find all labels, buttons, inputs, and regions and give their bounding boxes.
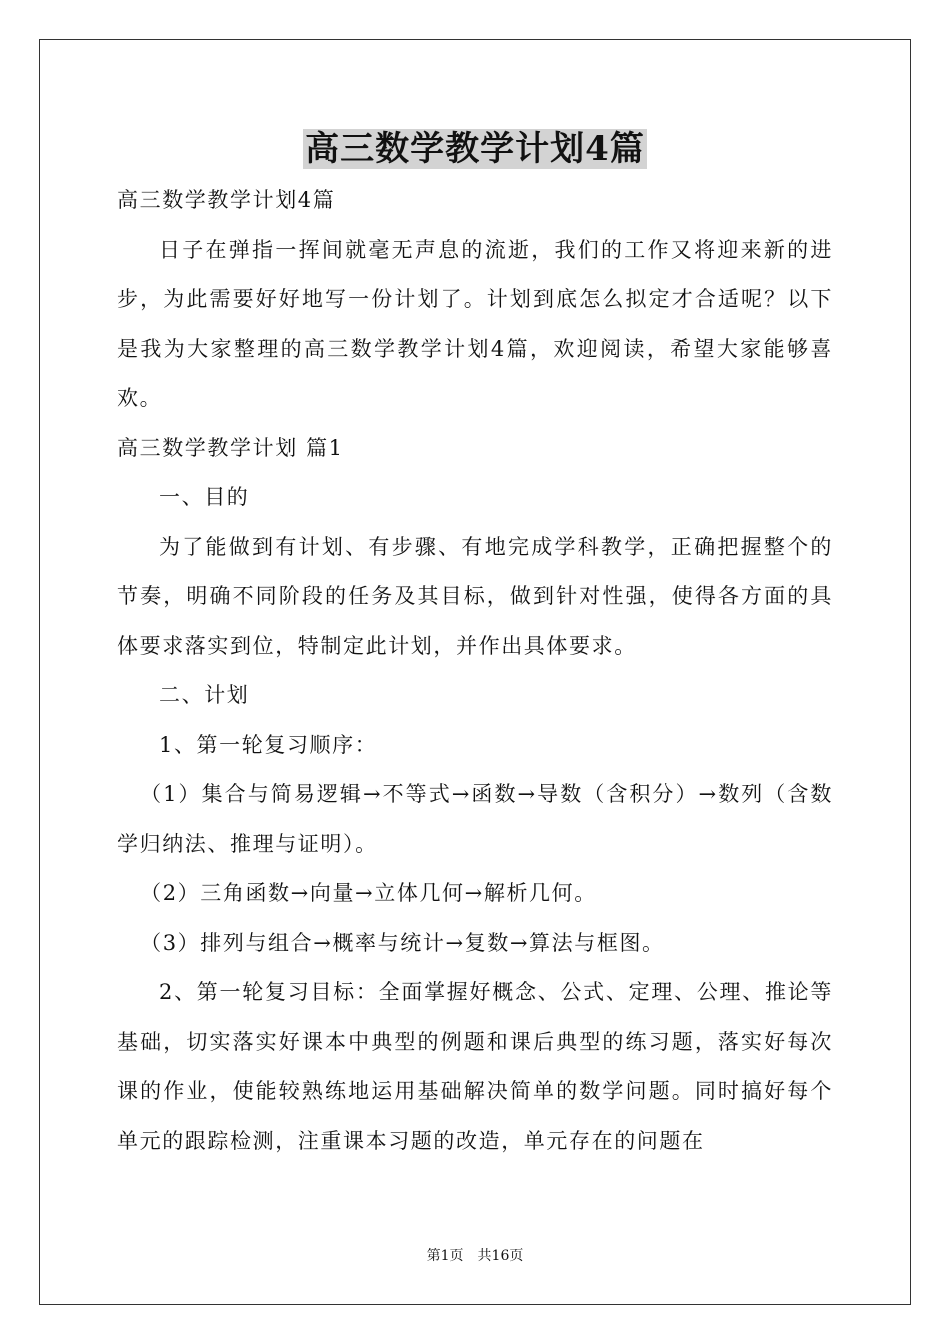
document-title-text: 高三数学教学计划4篇	[305, 129, 645, 169]
document-title	[0, 127, 950, 171]
review-order-item-1: （1）集合与简易逻辑→不等式→函数→导数（含积分）→数列（含数学归纳法、推理与证明）。	[117, 782, 833, 856]
page-total: 共16页	[477, 1248, 524, 1264]
section-heading: 高三数学教学计划 篇1	[117, 435, 344, 460]
review-order-item-3: （3）排列与组合→概率与统计→复数→算法与框图。	[140, 930, 665, 955]
purpose-paragraph: 为了能做到有计划、有步骤、有地完成学科教学，正确把握整个的节奏，明确不同阶段的任务及其目标，做到针对性强，使得各方面的具体要求落实到位，特制定此计划，并作出具体要求。	[117, 534, 833, 658]
document-body	[117, 176, 833, 1166]
page-footer	[0, 1247, 950, 1265]
subtitle-line: 高三数学教学计划4篇	[117, 188, 336, 212]
review-order-heading: 1、第一轮复习顺序：	[159, 732, 378, 757]
review-goal-paragraph: 2、第一轮复习目标：全面掌握好概念、公式、定理、公理、推论等基础，切实落实好课本中典型的例题和课后典型的练习题，落实好每次课的作业，使能较熟练地运用基础解决简单的数学问题。同时搞好每个单元的跟踪检测，注重课本习题的改造，单元存在的问题在	[117, 980, 833, 1153]
intro-paragraph: 日子在弹指一挥间就毫无声息的流逝，我们的工作又将迎来新的进步，为此需要好好地写一份计划了。计划到底怎么拟定才合适呢？以下是我为大家整理的高三数学教学计划4篇，欢迎阅读，希望大家能够喜欢。	[117, 237, 833, 410]
review-order-item-2: （2）三角函数→向量→立体几何→解析几何。	[140, 881, 597, 905]
page-number: 第1页	[426, 1248, 464, 1264]
heading-purpose: 一、目的	[159, 485, 250, 509]
heading-plan: 二、计划	[159, 683, 250, 707]
